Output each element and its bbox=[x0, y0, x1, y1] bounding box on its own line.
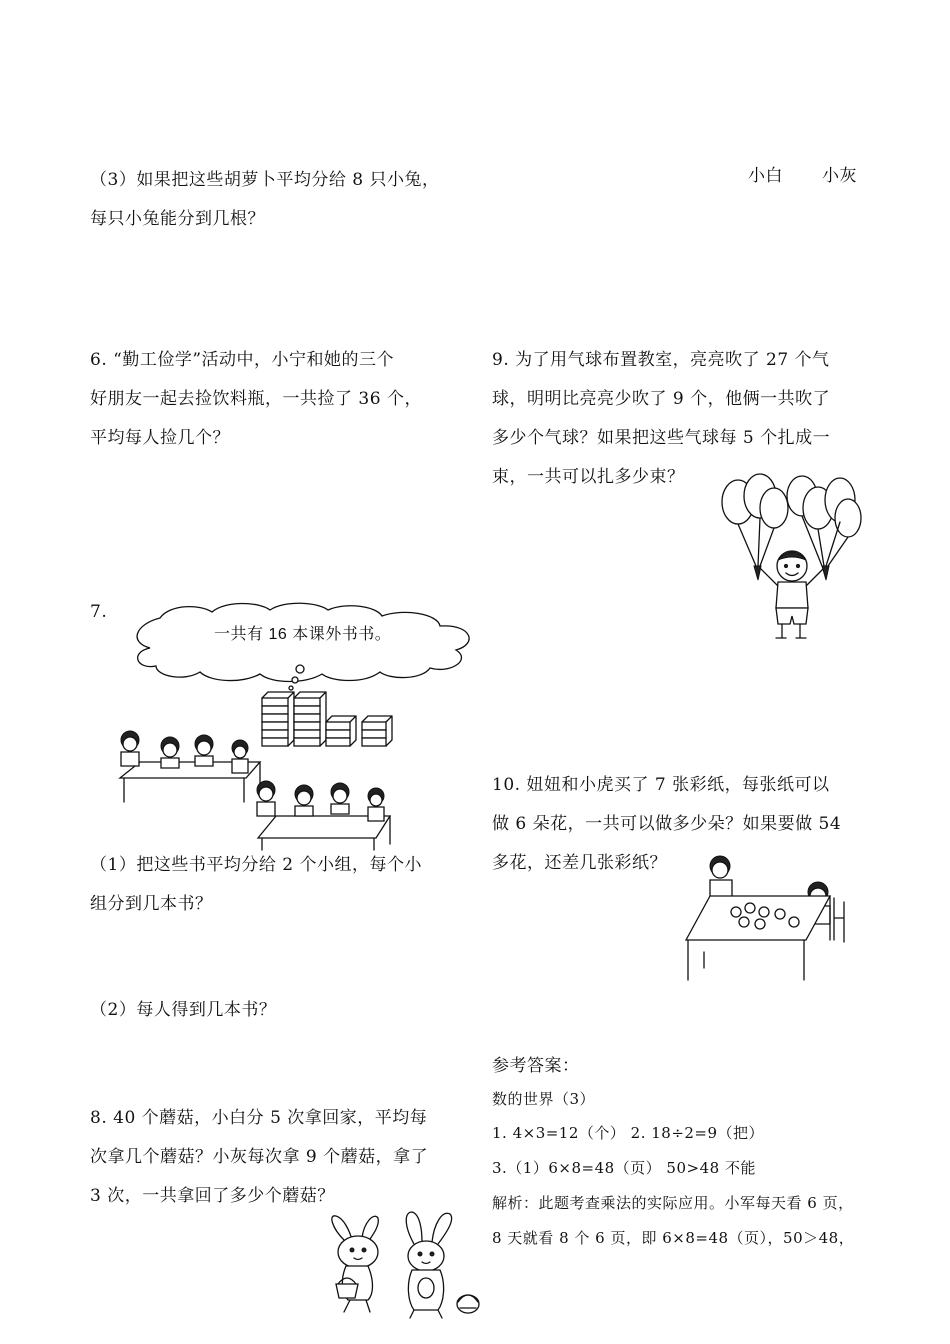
q9-line-3: 多少个气球？如果把这些气球每 5 个扎成一 bbox=[492, 428, 831, 448]
table-top bbox=[686, 896, 830, 940]
rabbit-name-xiaobai: 小白 bbox=[748, 166, 783, 186]
q9-line-2: 球，明明比亮亮少吹了 9 个，他俩一共吹了 bbox=[492, 389, 831, 409]
q8-line-2: 次拿几个蘑菇？小灰每次拿 9 个蘑菇，拿了 bbox=[90, 1147, 429, 1167]
boy-icon bbox=[754, 551, 829, 638]
answers-line-1: 数的世界（3） bbox=[492, 1090, 596, 1108]
rabbit-gray-icon bbox=[406, 1212, 479, 1318]
q8-line-1: 8. 40 个蘑菇，小白分 5 次拿回家，平均每 bbox=[90, 1108, 428, 1128]
q10-line-2: 做 6 朵花，一共可以做多少朵？如果要做 54 bbox=[492, 814, 842, 834]
q10-line-1: 10. 妞妞和小虎买了 7 张彩纸，每张纸可以 bbox=[492, 775, 830, 795]
q7-number: 7. bbox=[90, 602, 108, 622]
q7-2-text: （2）每人得到几本书？ bbox=[90, 1000, 277, 1020]
student-group-1 bbox=[120, 731, 260, 802]
answers-line-5: 8 天就看 8 个 6 页，即 6×8=48（页），50＞48， bbox=[492, 1229, 855, 1247]
q6-line-2: 好朋友一起去捡饮料瓶，一共捡了 36 个， bbox=[90, 389, 422, 409]
rabbit-name-xiaohui: 小灰 bbox=[822, 166, 857, 186]
q6-line-3: 平均每人捡几个？ bbox=[90, 428, 230, 448]
q7-1-line-2: 组分到几本书？ bbox=[90, 894, 213, 914]
q5-3-line-1: （3）如果把这些胡萝卜平均分给 8 只小兔， bbox=[90, 170, 440, 190]
rabbit-white-icon bbox=[332, 1216, 378, 1312]
q7-1-line-1: （1）把这些书平均分给 2 个小组，每个小 bbox=[90, 855, 422, 875]
student-group-2 bbox=[257, 781, 390, 850]
answers-line-4: 解析：此题考查乘法的实际应用。小军每天看 6 页， bbox=[492, 1194, 854, 1212]
answers-line-2: 1. 4×3=12（个） 2. 18÷2=9（把） bbox=[492, 1124, 765, 1142]
balloon-boy-illustration bbox=[718, 474, 868, 644]
q8-line-3: 3 次，一共拿回了多少个蘑菇？ bbox=[90, 1186, 335, 1206]
boy-at-table-icon bbox=[710, 856, 732, 898]
q5-3-line-2: 每只小兔能分到几根？ bbox=[90, 209, 265, 229]
q10-line-3: 多花，还差几张彩纸？ bbox=[492, 853, 667, 873]
book-stacks-icon bbox=[262, 692, 392, 746]
q9-line-1: 9. 为了用气球布置教室，亮亮吹了 27 个气 bbox=[492, 350, 830, 370]
q6-line-1: 6. “勤工俭学”活动中，小宁和她的三个 bbox=[90, 350, 395, 370]
q9-line-4: 束，一共可以扎多少束？ bbox=[492, 467, 685, 487]
answers-title: 参考答案： bbox=[492, 1056, 580, 1076]
answers-line-3: 3.（1）6×8=48（页） 50>48 不能 bbox=[492, 1159, 756, 1177]
q7-bubble-text: 一共有 16 本课外书书。 bbox=[214, 626, 392, 643]
rabbits-illustration bbox=[322, 1210, 492, 1322]
thought-cloud bbox=[137, 603, 469, 690]
children-table-illustration bbox=[684, 852, 859, 982]
